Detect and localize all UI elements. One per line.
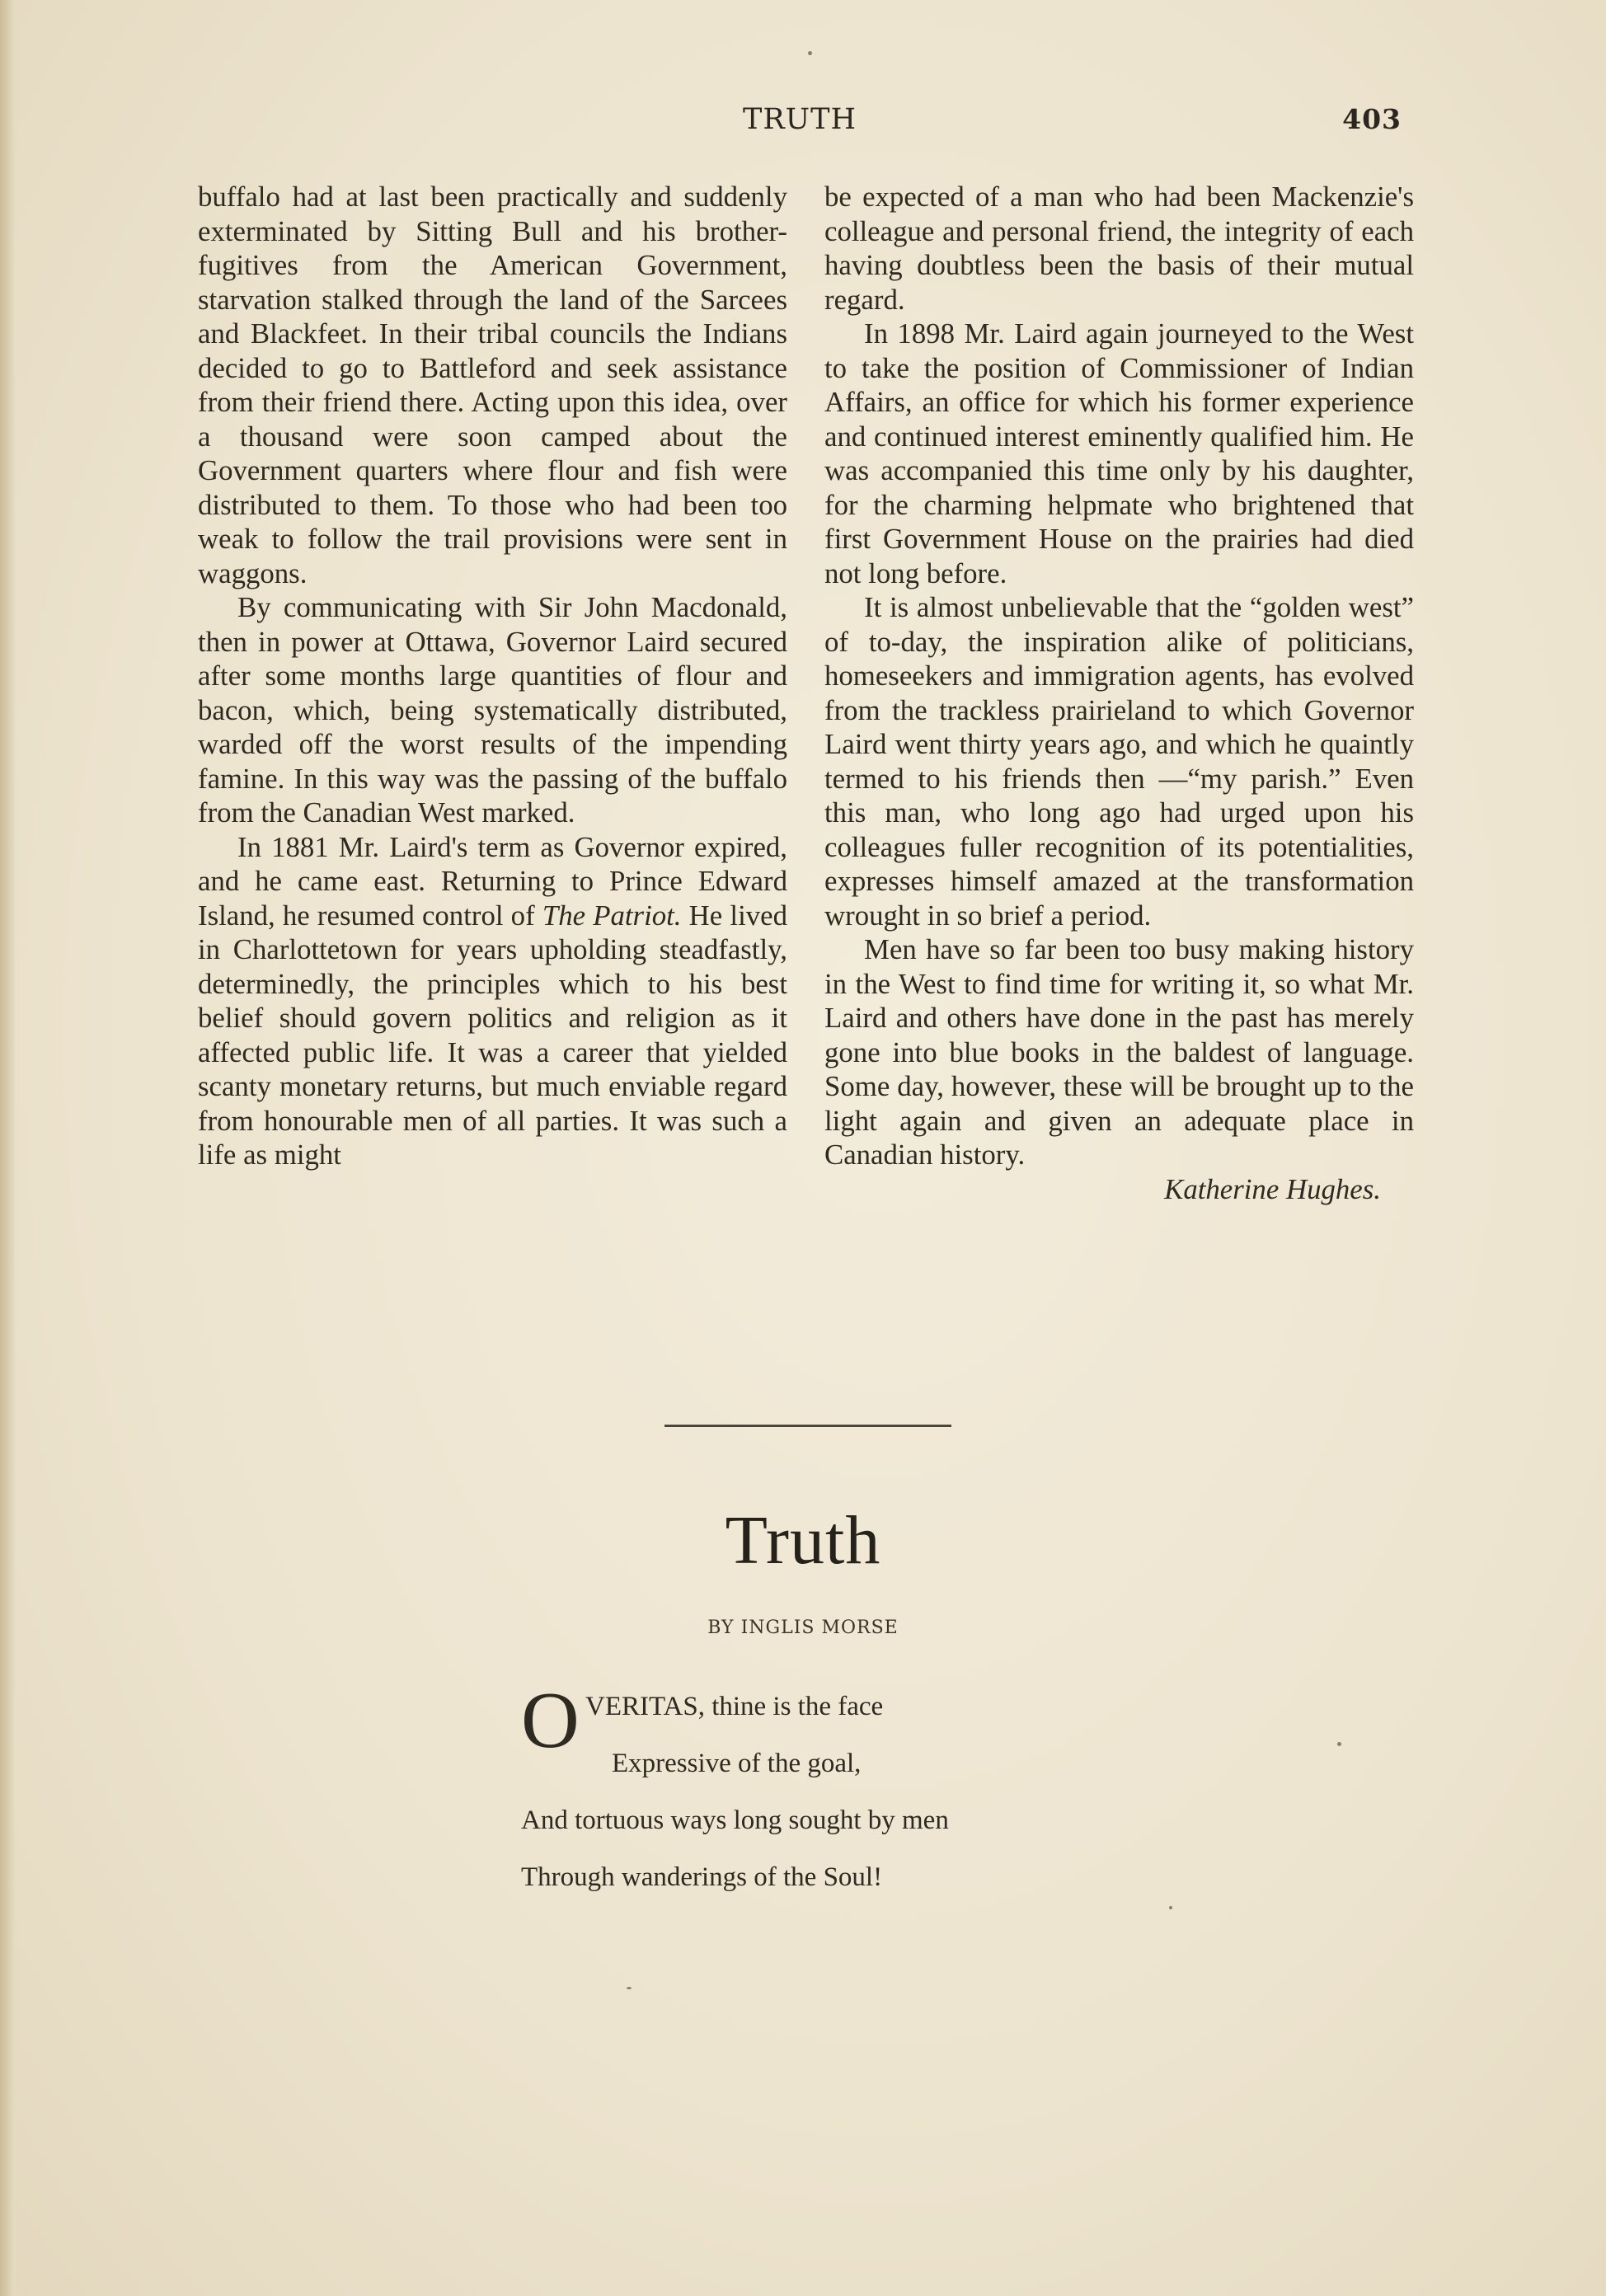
poem-line-1: VERITAS, thine is the face — [585, 1692, 884, 1721]
running-title: TRUTH — [742, 103, 857, 136]
paper-speck — [808, 51, 812, 55]
article-right-column — [824, 180, 1414, 1206]
poem-line-3: And tortuous ways long sought by men — [521, 1805, 949, 1835]
paragraph: By communicating with Sir John Macdonald, then in power at Ottawa, Governor Laird secured after some months large quantities of flour and bacon, which, being systematically distributed, warded off the worst results of the impending famine. In this way was the passing of the buffalo from the Canadian West marked. — [198, 591, 787, 829]
newspaper-title: The Patriot. — [542, 899, 682, 932]
page-spine-shadow — [0, 0, 15, 2296]
poem-line-2: Expressive of the goal, — [612, 1749, 862, 1778]
paper-speck — [1337, 1742, 1341, 1746]
paragraph: Men have so far been too busy making history in the West to find time for writing it, so what Mr. Laird and others have done in the past has merely gone into blue books in the baldest of language. Some day, however, these will be brought up to the light again and given an adequate place in Canadian history. — [824, 933, 1414, 1171]
paragraph — [198, 830, 787, 1172]
section-divider — [664, 1425, 951, 1427]
paragraph: In 1898 Mr. Laird again journeyed to the West to take the position of Commissioner of Indian Affairs, an office for which his former experience and continued interest eminently qualified him. He was accompanied this time only by his daughter, for the charming helpmate who brightened that first Government House on the prairies had died not long before. — [824, 317, 1414, 589]
poem-line-4: Through wanderings of the Soul! — [521, 1862, 883, 1892]
paper-speck — [627, 1987, 632, 1989]
paragraph-text: In 1881 Mr. Laird's term as Governor expired, and he came east. Returning to Prince Edward Island, he resumed control of — [198, 830, 787, 932]
drop-cap: O — [521, 1676, 580, 1765]
poem-title: Truth — [725, 1502, 881, 1579]
poem-byline: BY INGLIS MORSE — [707, 1618, 899, 1638]
paragraph-text: He lived in Charlottetown for years upholding steadfastly, determinedly, the principles which to his best belief should govern politics and religion as it affected public life. It was a career that yielded scanty monetary returns, but much enviable regard from honourable men of all parties. It was such a life as might — [198, 899, 787, 1171]
paper-speck — [1169, 1906, 1172, 1909]
paragraph: buffalo had at last been practically and suddenly exterminated by Sitting Bull and his brother-fugitives from the American Government, starvation stalked through the land of the Sarcees and Blackfeet. In their tribal councils the Indians decided to go to Battleford and seek assistance from their friend there. Acting upon this idea, over a thousand were soon camped about the Government quarters where flour and fish were distributed to them. To those who had been too weak to follow the trail provisions were sent in waggons. — [198, 181, 787, 589]
author-signature: Katherine Hughes. — [1164, 1172, 1381, 1205]
page-number: 403 — [1342, 103, 1402, 135]
paragraph: It is almost unbelievable that the “golden west” of to-day, the inspiration alike of politicians, homeseekers and immigration agents, has evolved from the trackless prairieland to which Governor Laird went thirty years ago, and which he quaintly termed to his friends then —“my parish.” Even this man, who long ago had urged upon his colleagues fuller recognition of its potentialities, expresses himself amazed at the transformation wrought in so brief a period. — [824, 591, 1414, 932]
article-left-column — [198, 180, 787, 1172]
paragraph: be expected of a man who had been Mackenzie's colleague and personal friend, the integrity of each having doubtless been the basis of their mutual regard. — [824, 181, 1414, 316]
